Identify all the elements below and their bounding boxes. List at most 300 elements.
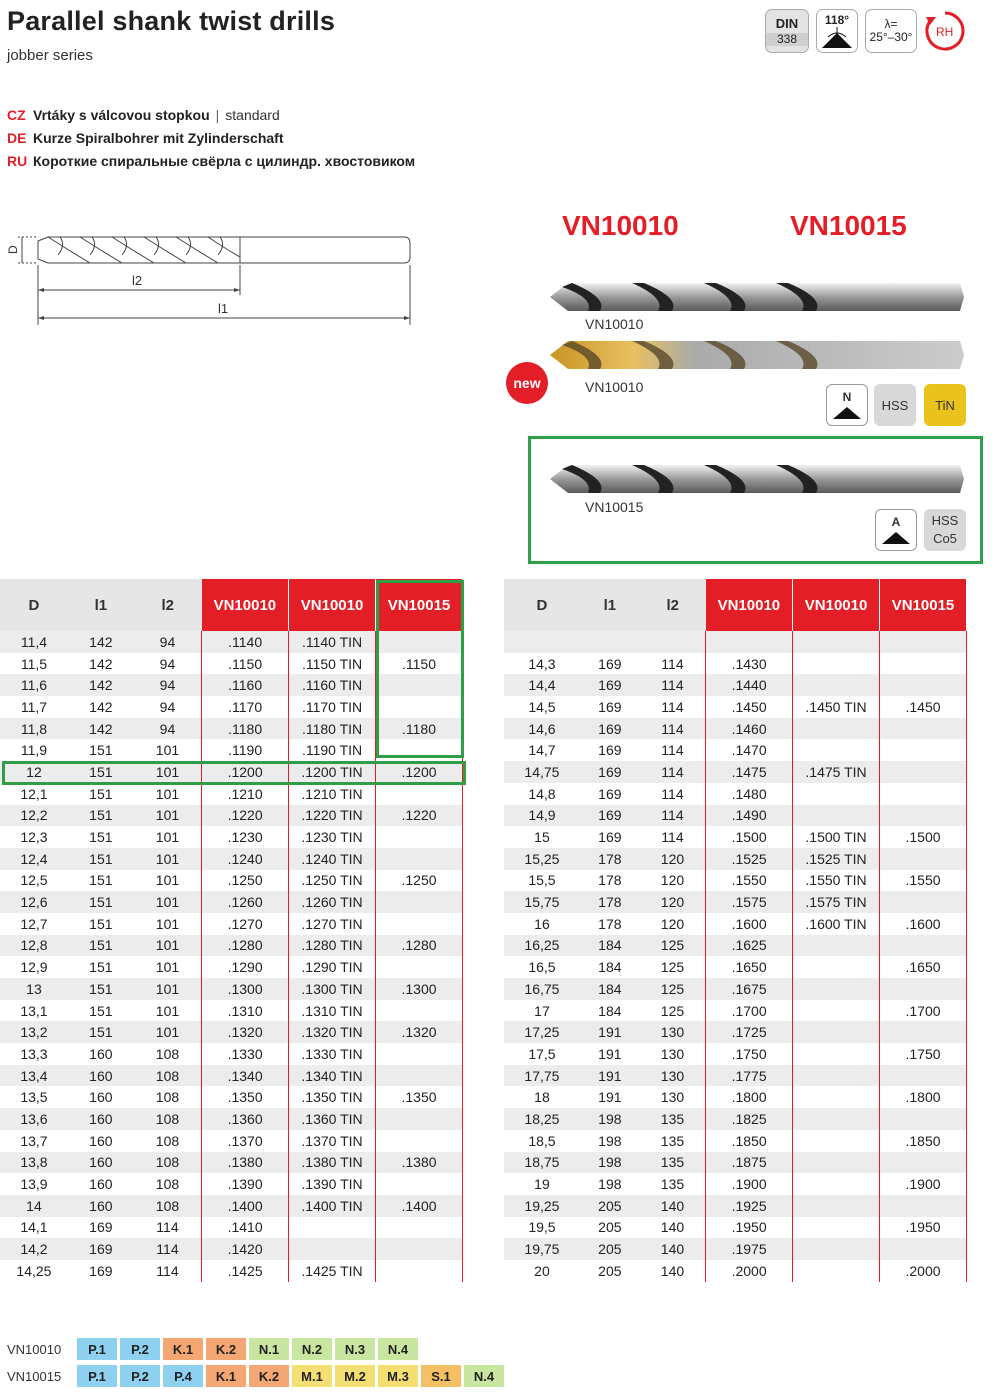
table-cell: .1600 xyxy=(706,913,793,935)
din-label: DIN xyxy=(775,15,799,31)
table-cell: 101 xyxy=(134,891,202,913)
table-cell: .1340 TIN xyxy=(289,1065,376,1087)
table-cell: .1460 xyxy=(706,718,793,740)
table-cell: 169 xyxy=(68,1238,134,1260)
table-cell: 108 xyxy=(134,1195,202,1217)
table-cell: 169 xyxy=(580,718,640,740)
table-cell: 108 xyxy=(134,1152,202,1174)
table-cell: .1330 TIN xyxy=(289,1043,376,1065)
table-cell: 184 xyxy=(598,1002,622,1019)
table-cell: .1390 xyxy=(202,1173,289,1195)
table-cell xyxy=(880,761,967,783)
table-row xyxy=(0,826,463,848)
table-cell: 15,5 xyxy=(528,872,556,889)
table-cell: .1300 TIN xyxy=(289,978,376,1000)
table-cell xyxy=(880,1108,967,1130)
table-cell: 17,25 xyxy=(504,1021,580,1043)
table-cell xyxy=(376,1043,463,1065)
table-row xyxy=(504,1195,967,1217)
table-row xyxy=(0,1043,463,1065)
table-cell: 11,9 xyxy=(20,742,48,759)
table-cell: 101 xyxy=(134,848,202,870)
table-cell: 142 xyxy=(68,718,134,740)
table-cell: .1200 xyxy=(376,761,463,783)
table-cell: 151 xyxy=(68,891,134,913)
table-cell: 151 xyxy=(89,915,113,932)
iso-row-vn10015 xyxy=(7,1365,507,1387)
table-row xyxy=(504,826,967,848)
table-cell: .1850 xyxy=(706,1130,793,1152)
iso-material-chip: P.1 xyxy=(77,1338,117,1360)
table-cell: 125 xyxy=(660,959,685,976)
table-row xyxy=(0,1000,463,1022)
table-cell: 184 xyxy=(580,935,640,957)
table-cell: 14,8 xyxy=(528,785,556,802)
table-cell: .1280 xyxy=(202,935,289,957)
table-cell: 14,25 xyxy=(16,1262,52,1279)
drill-photo-hssco xyxy=(548,460,966,498)
point-angle-badge xyxy=(816,9,858,53)
table-row xyxy=(504,1065,967,1087)
rh-label: RH xyxy=(936,25,954,39)
table-row xyxy=(504,1086,967,1108)
table-cell: .1330 xyxy=(202,1043,289,1065)
lang-code: DE xyxy=(7,130,27,146)
table-cell: 13,7 xyxy=(20,1132,48,1149)
table-cell: 151 xyxy=(89,829,113,846)
table-cell xyxy=(880,631,967,653)
table-cell: 18,75 xyxy=(504,1152,580,1174)
table-cell: .1410 xyxy=(202,1217,289,1239)
table-cell: 178 xyxy=(598,915,622,932)
table-cell: .1750 xyxy=(880,1043,967,1065)
table-cell: 169 xyxy=(89,1262,113,1279)
table-cell: 178 xyxy=(580,848,640,870)
table-cell: .1190 TIN xyxy=(289,739,376,761)
table-cell xyxy=(880,1021,967,1043)
table-cell: 101 xyxy=(134,805,202,827)
table-cell: 12,1 xyxy=(20,785,48,802)
table-cell: 198 xyxy=(580,1108,640,1130)
table-row xyxy=(504,935,967,957)
lang-ru xyxy=(7,150,415,173)
dimension-table-right xyxy=(504,579,967,1282)
material-hss-co5-line1: HSS xyxy=(931,513,959,528)
table-cell: 14 xyxy=(0,1195,68,1217)
table-cell: .1875 xyxy=(706,1152,793,1174)
diameter-label: D xyxy=(6,245,20,254)
table-cell: 169 xyxy=(598,742,622,759)
table-row xyxy=(0,1195,463,1217)
table-cell: 191 xyxy=(598,1045,622,1062)
iso-material-chip: P.2 xyxy=(120,1365,160,1387)
table-cell: .1650 xyxy=(880,956,967,978)
total-length-label: l1 xyxy=(218,301,229,316)
din-number: 338 xyxy=(766,33,808,46)
table-cell: 12,6 xyxy=(0,891,68,913)
table-cell xyxy=(580,631,640,653)
table-cell: .1270 TIN xyxy=(289,913,376,935)
table-row xyxy=(504,1000,967,1022)
table-cell: 94 xyxy=(159,698,176,715)
table-cell: 12,2 xyxy=(0,805,68,827)
table-cell: 101 xyxy=(155,742,180,759)
table-cell: .1475 TIN xyxy=(793,761,880,783)
table-row xyxy=(0,1260,463,1282)
table-cell: .1490 xyxy=(706,805,793,827)
table-cell: 114 xyxy=(661,785,684,802)
table-cell xyxy=(793,1108,880,1130)
table-cell: .1450 TIN xyxy=(793,696,880,718)
table-cell: 125 xyxy=(660,1002,685,1019)
table-cell: .1150 xyxy=(376,653,463,675)
table-cell: .1370 xyxy=(202,1130,289,1152)
table-cell: .1250 TIN xyxy=(289,870,376,892)
page-title: Parallel shank twist drills xyxy=(7,6,336,36)
table-row xyxy=(0,1238,463,1260)
table-cell: 114 xyxy=(661,655,684,672)
page-subtitle: jobber series xyxy=(7,47,93,64)
table-cell: 13,3 xyxy=(20,1045,48,1062)
table-cell: 135 xyxy=(660,1176,685,1193)
table-row xyxy=(0,783,463,805)
table-row xyxy=(504,1021,967,1043)
iso-row-label: VN10010 xyxy=(7,1341,62,1357)
table-cell: .1380 xyxy=(202,1152,289,1174)
table-cell xyxy=(706,631,793,653)
cutting-edge-icon xyxy=(881,529,911,545)
table-row xyxy=(504,653,967,675)
iso-material-chip: N.4 xyxy=(464,1365,504,1387)
iso-row-label: VN10015 xyxy=(7,1368,62,1384)
table-cell: 94 xyxy=(134,674,202,696)
table-cell: .1480 xyxy=(706,783,793,805)
table-cell: .1425 xyxy=(202,1260,289,1282)
table-row xyxy=(504,870,967,892)
table-cell: 191 xyxy=(580,1065,640,1087)
table-cell: 101 xyxy=(155,829,180,846)
table-cell: 151 xyxy=(89,1002,113,1019)
table-cell: .1160 TIN xyxy=(289,674,376,696)
col-l2: l2 xyxy=(134,579,202,631)
table-cell: 14,5 xyxy=(528,698,556,715)
table-row xyxy=(504,783,967,805)
table-cell: 151 xyxy=(89,742,113,759)
language-descriptions xyxy=(7,104,415,173)
table-cell: 16,75 xyxy=(504,978,580,1000)
table-cell: 169 xyxy=(580,674,640,696)
table-cell xyxy=(880,1065,967,1087)
table-cell xyxy=(793,783,880,805)
table-row xyxy=(504,891,967,913)
table-cell: 169 xyxy=(598,785,622,802)
iso-material-chip: K.1 xyxy=(206,1365,246,1387)
flute-length-label: l2 xyxy=(132,273,143,288)
table-cell: 114 xyxy=(640,805,706,827)
table-row xyxy=(0,978,463,1000)
table-cell: 130 xyxy=(640,1021,706,1043)
table-cell xyxy=(376,956,463,978)
table-cell: 15 xyxy=(534,829,550,846)
table-cell: 205 xyxy=(598,1262,622,1279)
table-cell: .1340 xyxy=(202,1065,289,1087)
table-cell: 108 xyxy=(155,1089,180,1106)
table-cell: 151 xyxy=(68,848,134,870)
table-cell: 151 xyxy=(68,1021,134,1043)
table-cell: 114 xyxy=(134,1238,202,1260)
table-cell: .1200 TIN xyxy=(289,761,376,783)
table-cell: 151 xyxy=(89,785,113,802)
table-cell: .1300 xyxy=(202,978,289,1000)
table-cell xyxy=(376,1108,463,1130)
lang-cz xyxy=(7,104,415,127)
table-cell: .1500 TIN xyxy=(793,826,880,848)
table-cell xyxy=(793,956,880,978)
iso-material-chip: P.1 xyxy=(77,1365,117,1387)
table-cell: 12,3 xyxy=(20,829,48,846)
table-cell: .1360 TIN xyxy=(289,1108,376,1130)
table-cell: .1700 xyxy=(706,1000,793,1022)
table-cell: .1290 TIN xyxy=(289,956,376,978)
material-n-label: N xyxy=(842,390,852,404)
col-l2: l2 xyxy=(640,579,706,631)
table-cell: 13 xyxy=(0,978,68,1000)
table-row xyxy=(0,913,463,935)
table-row xyxy=(504,761,967,783)
table-cell: 114 xyxy=(661,829,684,846)
col-vn10010-tin: VN10010 xyxy=(793,579,880,631)
table-cell xyxy=(793,1173,880,1195)
table-cell xyxy=(880,935,967,957)
table-cell: .1900 xyxy=(880,1173,967,1195)
iso-material-chip: N.2 xyxy=(292,1338,332,1360)
point-angle-icon xyxy=(820,27,854,49)
material-hss-co5 xyxy=(924,509,966,551)
iso-material-chip: N.4 xyxy=(378,1338,418,1360)
table-cell: .1675 xyxy=(706,978,793,1000)
table-row xyxy=(504,674,967,696)
spec-badges xyxy=(765,9,966,53)
table-cell: .1230 xyxy=(202,826,289,848)
table-cell: .2000 xyxy=(880,1260,967,1282)
table-cell: .1150 xyxy=(202,653,289,675)
table-cell xyxy=(793,674,880,696)
table-row xyxy=(0,1152,463,1174)
iso-material-chip: M.1 xyxy=(292,1365,332,1387)
table-cell: 13,4 xyxy=(0,1065,68,1087)
table-cell: .1390 TIN xyxy=(289,1173,376,1195)
table-cell: .1475 xyxy=(706,761,793,783)
table-cell: 13,6 xyxy=(0,1108,68,1130)
table-cell: 160 xyxy=(68,1065,134,1087)
table-cell: .1450 xyxy=(880,696,967,718)
table-header-row xyxy=(504,579,967,631)
table-row xyxy=(504,1043,967,1065)
highlight-row-12 xyxy=(2,761,466,785)
table-cell: .1280 TIN xyxy=(289,935,376,957)
table-cell: .1600 xyxy=(880,913,967,935)
table-cell: 108 xyxy=(155,1176,180,1193)
table-cell: .1210 TIN xyxy=(289,783,376,805)
table-cell xyxy=(793,1260,880,1282)
table-row xyxy=(0,848,463,870)
table-cell: .1600 TIN xyxy=(793,913,880,935)
table-cell xyxy=(376,1238,463,1260)
col-l1: l1 xyxy=(580,579,640,631)
table-cell: .1550 xyxy=(880,870,967,892)
table-cell xyxy=(376,1130,463,1152)
table-cell: 19 xyxy=(534,1176,550,1193)
table-row xyxy=(504,1152,967,1174)
table-cell: .1430 xyxy=(706,653,793,675)
table-cell: .1825 xyxy=(706,1108,793,1130)
table-cell: .1950 xyxy=(706,1217,793,1239)
table-cell: 160 xyxy=(68,1152,134,1174)
table-cell: 94 xyxy=(159,655,176,672)
table-cell: 14,1 xyxy=(20,1219,48,1236)
table-cell xyxy=(376,826,463,848)
table-cell: 12,4 xyxy=(0,848,68,870)
material-a-label: A xyxy=(891,515,901,529)
table-cell: 142 xyxy=(89,655,113,672)
table-cell: 151 xyxy=(89,959,113,976)
iso-material-chip: K.2 xyxy=(206,1338,246,1360)
table-cell xyxy=(793,1000,880,1022)
table-cell xyxy=(376,1065,463,1087)
table-cell: .1900 xyxy=(706,1173,793,1195)
table-cell: 169 xyxy=(598,655,622,672)
table-cell: 19,25 xyxy=(504,1195,580,1217)
table-row xyxy=(0,805,463,827)
table-cell: 120 xyxy=(640,848,706,870)
table-cell: .1220 TIN xyxy=(289,805,376,827)
table-cell: .1320 TIN xyxy=(289,1021,376,1043)
table-cell: 205 xyxy=(598,1219,622,1236)
table-cell: 17,5 xyxy=(528,1045,556,1062)
table-cell: 160 xyxy=(89,1089,113,1106)
table-cell: 14,7 xyxy=(528,742,556,759)
table-cell: 160 xyxy=(89,1045,113,1062)
table-cell: .1360 xyxy=(202,1108,289,1130)
table-cell: 151 xyxy=(68,805,134,827)
table-cell: 16 xyxy=(534,915,550,932)
table-cell: .1950 xyxy=(880,1217,967,1239)
table-cell: 125 xyxy=(640,978,706,1000)
table-row xyxy=(504,1238,967,1260)
lang-text: Kurze Spiralbohrer mit Zylinderschaft xyxy=(33,130,284,146)
table-cell: .1170 xyxy=(202,696,289,718)
table-cell: 151 xyxy=(68,761,134,783)
table-cell: .1550 xyxy=(706,870,793,892)
table-cell: 16,25 xyxy=(504,935,580,957)
lang-code: RU xyxy=(7,153,28,169)
table-cell: .1190 xyxy=(202,739,289,761)
table-cell: .1440 xyxy=(706,674,793,696)
table-cell xyxy=(289,1238,376,1260)
cutting-edge-icon xyxy=(832,404,862,420)
table-cell xyxy=(793,718,880,740)
table-cell xyxy=(376,1000,463,1022)
table-cell: .1310 xyxy=(202,1000,289,1022)
table-cell xyxy=(880,1195,967,1217)
table-cell: .1210 xyxy=(202,783,289,805)
table-cell: 101 xyxy=(155,1002,180,1019)
drill-photo-hss-label: VN10010 xyxy=(585,316,644,332)
table-cell xyxy=(880,848,967,870)
table-cell xyxy=(793,1152,880,1174)
table-cell: 198 xyxy=(598,1176,622,1193)
drill-photo-hssco-label: VN10015 xyxy=(585,499,644,515)
table-cell: 18,5 xyxy=(528,1132,556,1149)
right-hand-badge xyxy=(924,9,966,53)
table-row xyxy=(0,956,463,978)
material-hss-co5-line2: Co5 xyxy=(933,531,957,546)
lang-separator: | xyxy=(215,107,220,123)
table-cell: 108 xyxy=(155,1045,180,1062)
table-cell: .1775 xyxy=(706,1065,793,1087)
table-cell: 130 xyxy=(640,1065,706,1087)
table-cell: 169 xyxy=(89,1219,113,1236)
table-cell xyxy=(376,1217,463,1239)
table-cell: .1180 xyxy=(376,718,463,740)
table-cell: 14,6 xyxy=(504,718,580,740)
lang-text: Короткие спиральные свёрла с цилиндр. хвостовиком xyxy=(33,153,416,169)
highlight-column-vn10015 xyxy=(376,580,464,758)
table-cell: 14,4 xyxy=(504,674,580,696)
material-a-icon xyxy=(875,509,917,551)
table-cell: .1400 xyxy=(376,1195,463,1217)
helix-angle-badge xyxy=(865,9,917,53)
table-cell: .1380 xyxy=(376,1152,463,1174)
table-row xyxy=(0,1108,463,1130)
table-cell: 142 xyxy=(68,674,134,696)
table-cell: .1925 xyxy=(706,1195,793,1217)
table-cell: 130 xyxy=(660,1045,685,1062)
table-cell: 191 xyxy=(580,1021,640,1043)
table-cell: .1625 xyxy=(706,935,793,957)
table-cell: 140 xyxy=(660,1262,685,1279)
iso-row-vn10010 xyxy=(7,1338,421,1360)
col-l1: l1 xyxy=(68,579,134,631)
table-cell xyxy=(376,913,463,935)
table-row xyxy=(504,1260,967,1282)
table-cell: .1370 TIN xyxy=(289,1130,376,1152)
table-cell: 108 xyxy=(155,1132,180,1149)
lang-text: Vrtáky s válcovou stopkou xyxy=(33,107,210,123)
table-cell: 19,75 xyxy=(504,1238,580,1260)
iso-material-chip: N.1 xyxy=(249,1338,289,1360)
table-cell: .1240 xyxy=(202,848,289,870)
table-cell: 142 xyxy=(89,698,113,715)
table-row xyxy=(504,739,967,761)
table-cell: .1550 TIN xyxy=(793,870,880,892)
table-cell: 135 xyxy=(660,1132,685,1149)
table-cell: .1250 xyxy=(202,870,289,892)
table-cell xyxy=(793,978,880,1000)
table-row xyxy=(0,1021,463,1043)
table-cell: 178 xyxy=(580,891,640,913)
table-cell: .1160 xyxy=(202,674,289,696)
table-cell: 151 xyxy=(68,935,134,957)
table-cell: 20 xyxy=(534,1262,550,1279)
table-cell: .1350 TIN xyxy=(289,1086,376,1108)
table-cell: 114 xyxy=(640,761,706,783)
table-cell: 101 xyxy=(155,872,180,889)
table-cell: .1350 xyxy=(202,1086,289,1108)
table-cell: .1260 xyxy=(202,891,289,913)
drill-photo-hss xyxy=(548,278,966,316)
iso-material-chip: M.2 xyxy=(335,1365,375,1387)
